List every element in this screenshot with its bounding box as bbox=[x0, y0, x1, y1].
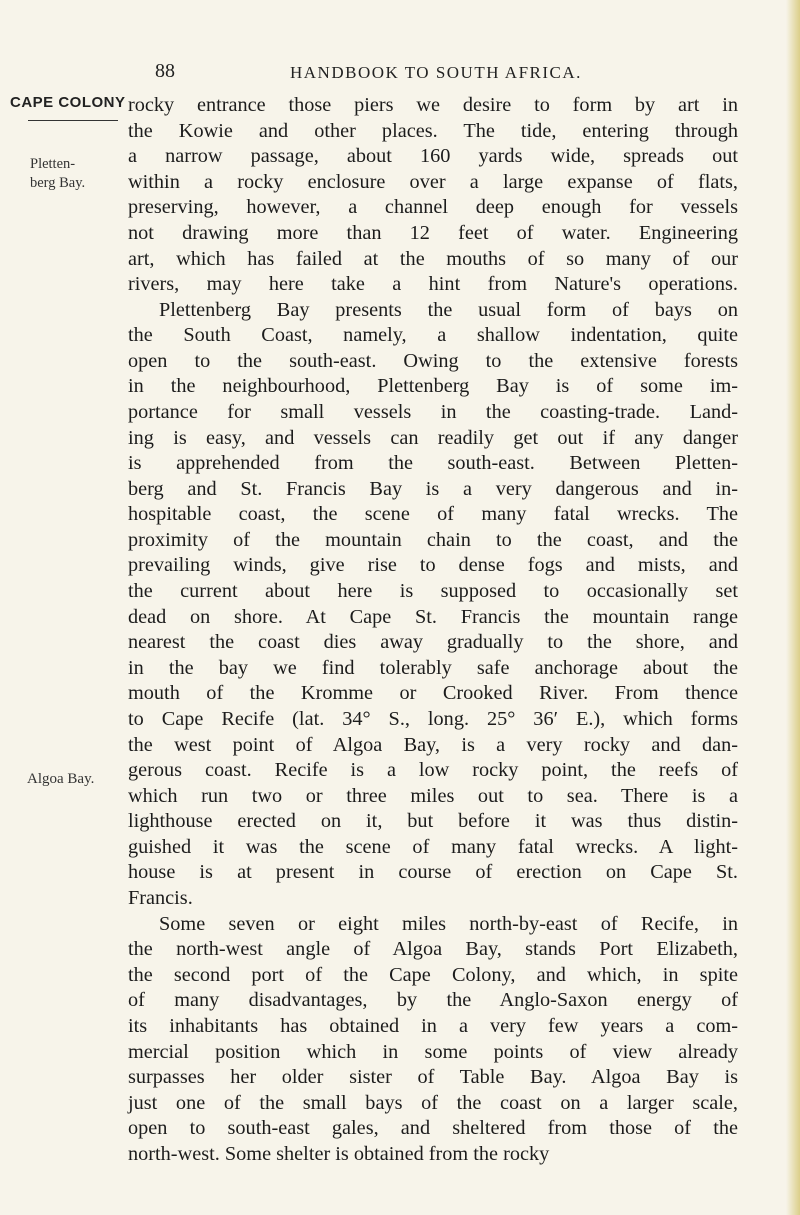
body-line: preserving, however, a channel deep enough for vessels bbox=[128, 196, 738, 219]
body-line: Plettenberg Bay presents the usual form of bays on bbox=[159, 298, 738, 321]
body-line: rocky entrance those piers we desire to form by art in bbox=[128, 94, 738, 116]
margin-note-line: Algoa Bay. bbox=[27, 771, 95, 787]
body-line: just one of the small bays of the coast on a larger scale, bbox=[128, 1091, 738, 1114]
page-edge-shadow bbox=[786, 0, 800, 1215]
page-number: 88 bbox=[155, 60, 175, 82]
body-line: not drawing more than 12 feet of water. Engineering bbox=[128, 221, 738, 244]
body-line: prevailing winds, give rise to dense fogs and mists, and bbox=[128, 554, 738, 577]
body-line: in the neighbourhood, Plettenberg Bay is of some im- bbox=[128, 375, 738, 398]
body-line: surpasses her older sister of Table Bay. Algoa Bay is bbox=[128, 1066, 738, 1088]
body-line: the north-west angle of Algoa Bay, stands Port Elizabeth, bbox=[128, 938, 738, 961]
body-line: its inhabitants has obtained in a very few years a com- bbox=[128, 1014, 738, 1037]
body-line: within a rocky enclosure over a large expanse of flats, bbox=[128, 170, 738, 193]
body-line: proximity of the mountain chain to the coast, and the bbox=[128, 528, 738, 551]
section-rule bbox=[28, 120, 118, 121]
margin-note-line: Pletten- bbox=[30, 156, 76, 172]
body-line: the Kowie and other places. The tide, entering through bbox=[128, 119, 738, 142]
section-label: CAPE COLONY bbox=[10, 94, 126, 111]
body-line: house is at present in course of erection on Cape St. bbox=[128, 861, 738, 884]
running-title: HANDBOOK TO SOUTH AFRICA. bbox=[290, 63, 582, 82]
body-line: rivers, may here take a hint from Nature's operations. bbox=[128, 273, 738, 296]
body-line: open to south-east gales, and sheltered from those of the bbox=[128, 1117, 738, 1140]
body-line: lighthouse erected on it, but before it was thus distin- bbox=[128, 810, 738, 833]
body-line: mercial position which in some points of view already bbox=[128, 1040, 738, 1063]
body-line: hospitable coast, the scene of many fatal wrecks. The bbox=[128, 503, 738, 526]
body-line: art, which has failed at the mouths of so many of our bbox=[128, 247, 738, 270]
body-line: open to the south-east. Owing to the extensive forests bbox=[128, 349, 738, 372]
body-line: portance for small vessels in the coasting-trade. Land- bbox=[128, 401, 738, 423]
body-line: guished it was the scene of many fatal wrecks. A light- bbox=[128, 835, 738, 858]
body-line: ing is easy, and vessels can readily get out if any danger bbox=[128, 426, 738, 449]
body-line: berg and St. Francis Bay is a very dangerous and in- bbox=[128, 477, 738, 500]
body-line: dead on shore. At Cape St. Francis the mountain range bbox=[128, 605, 738, 628]
margin-note-algoa-bay bbox=[27, 770, 94, 789]
body-line: a narrow passage, about 160 yards wide, spreads out bbox=[128, 145, 738, 168]
body-line: the South Coast, namely, a shallow indentation, quite bbox=[128, 324, 738, 347]
body-line: north-west. Some shelter is obtained from the rocky bbox=[128, 1142, 550, 1165]
body-line: the second port of the Cape Colony, and which, in spite bbox=[128, 963, 738, 986]
margin-note-line: berg Bay. bbox=[30, 175, 86, 191]
body-line: the current about here is supposed to occasionally set bbox=[128, 580, 738, 602]
body-line: the west point of Algoa Bay, is a very rocky and dan- bbox=[128, 733, 738, 756]
body-line: in the bay we find tolerably safe anchorage about the bbox=[128, 656, 738, 679]
margin-note-plettenberg-bay bbox=[30, 155, 85, 193]
body-line: gerous coast. Recife is a low rocky point, the reefs of bbox=[128, 759, 738, 782]
body-line: mouth of the Kromme or Crooked River. From thence bbox=[128, 682, 738, 705]
body-line: nearest the coast dies away gradually to the shore, and bbox=[128, 631, 738, 654]
body-line: which run two or three miles out to sea. There is a bbox=[128, 784, 738, 807]
body-line: of many disadvantages, by the Anglo-Saxon energy of bbox=[128, 989, 738, 1012]
body-line: Some seven or eight miles north-by-east of Recife, in bbox=[159, 912, 738, 935]
body-line: is apprehended from the south-east. Between Pletten- bbox=[128, 452, 738, 475]
body-line: Francis. bbox=[128, 887, 193, 909]
body-line: to Cape Recife (lat. 34° S., long. 25° 36′ E.), which forms bbox=[128, 707, 738, 730]
running-head bbox=[0, 60, 800, 90]
